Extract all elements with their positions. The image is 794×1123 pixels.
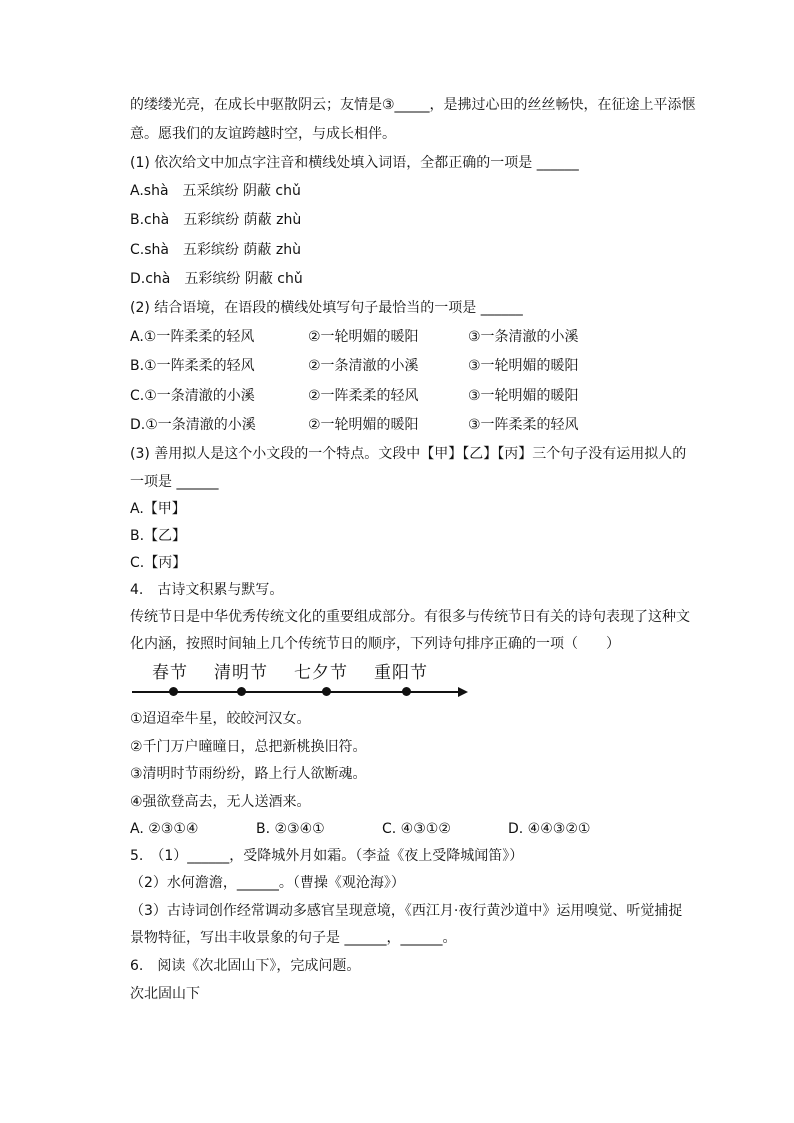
q2-d-col2: ②一轮明媚的暖阳 [308, 417, 419, 433]
q4-poem-line-4: ④强欲登高去，无人送酒来。 [130, 794, 311, 810]
q1-option-d: D.chà 五彩缤纷 阴蔽 chǔ [130, 271, 303, 287]
timeline-dot-qingming [237, 687, 246, 696]
q4-heading: 4. 古诗文积累与默写。 [130, 582, 284, 598]
q2-stem: (2) 结合语境，在语段的横线处填写句子最恰当的一项是 ______ [130, 300, 523, 316]
intro-line-1: 的缕缕光亮，在成长中驱散阴云；友情是③_____，是拂过心田的丝丝畅快，在征途上平添惬 [130, 97, 696, 113]
q3-option-a: A.【甲】 [130, 501, 186, 517]
q5-line-3: （3）古诗词创作经常调动多感官呈现意境，《西江月·夜行黄沙道中》运用嗅觉、听觉捕捉 [130, 903, 683, 919]
q2-d-col3: ③一阵柔柔的轻风 [468, 417, 579, 433]
timeline-label-qixi: 七夕节 [294, 663, 348, 683]
timeline-dot-chongyang [402, 687, 411, 696]
q5-line-4: 景物特征，写出丰收景象的句子是 ______，______。 [130, 930, 457, 946]
q3-option-b: B.【乙】 [130, 528, 187, 544]
q6-heading: 6. 阅读《次北固山下》，完成问题。 [130, 958, 361, 974]
q5-line-2: （2）水何澹澹，______。（曹操《观沧海》） [130, 875, 405, 891]
q6-poem-title: 次北固山下 [130, 986, 200, 1002]
q3-stem-line-2: 一项是 ______ [130, 474, 219, 490]
q2-c-col1: C.①一条清澈的小溪 [130, 388, 255, 404]
q2-b-col3: ③一轮明媚的暖阳 [468, 358, 579, 374]
q2-a-col2: ②一轮明媚的暖阳 [308, 329, 419, 345]
timeline-axis [132, 691, 462, 693]
q2-c-col3: ③一轮明媚的暖阳 [468, 388, 579, 404]
q4-option-c: C. ④③①② [382, 821, 451, 837]
q5-line-1: 5. （1）______，受降城外月如霜。（李益《夜上受降城闻笛》） [130, 848, 524, 864]
q4-poem-line-1: ①迢迢牵牛星，皎皎河汉女。 [130, 711, 311, 727]
timeline-dot-qixi [322, 687, 331, 696]
q4-option-a: A. ②③①④ [130, 821, 199, 837]
q1-stem: (1) 依次给文中加点字注音和横线处填入词语，全都正确的一项是 ______ [130, 155, 579, 171]
timeline-label-chongyang: 重阳节 [374, 663, 428, 683]
intro-line-2: 意。愿我们的友谊跨越时空，与成长相伴。 [130, 126, 396, 142]
q3-option-c: C.【丙】 [130, 555, 187, 571]
q4-para-line-1: 传统节日是中华优秀传统文化的重要组成部分。有很多与传统节日有关的诗句表现了这种文 [130, 609, 690, 625]
q2-a-col1: A.①一阵柔柔的轻风 [130, 329, 255, 345]
q4-poem-line-3: ③清明时节雨纷纷，路上行人欲断魂。 [130, 766, 367, 782]
q1-option-b: B.chà 五彩缤纷 荫蔽 zhù [130, 212, 302, 228]
q2-b-col2: ②一条清澈的小溪 [308, 358, 419, 374]
q1-option-c: C.shà 五彩缤纷 荫蔽 zhù [130, 242, 301, 258]
timeline-dot-spring-festival [169, 687, 178, 696]
q4-para-line-2: 化内涵，按照时间轴上几个传统节日的顺序，下列诗句排序正确的一项（ ） [130, 636, 620, 652]
q2-a-col3: ③一条清澈的小溪 [468, 329, 579, 345]
q2-d-col1: D.①一条清澈的小溪 [130, 417, 256, 433]
festival-timeline [130, 656, 470, 698]
q1-option-a: A.shà 五采缤纷 阴蔽 chǔ [130, 183, 301, 199]
timeline-label-spring-festival: 春节 [152, 663, 188, 683]
q4-option-b: B. ②③④① [256, 821, 325, 837]
q2-b-col1: B.①一阵柔柔的轻风 [130, 358, 255, 374]
timeline-label-qingming: 清明节 [214, 663, 268, 683]
q2-c-col2: ②一阵柔柔的轻风 [308, 388, 419, 404]
q3-stem-line-1: (3) 善用拟人是这个小文段的一个特点。文段中【甲】【乙】【丙】三个句子没有运用拟人的 [130, 446, 687, 462]
timeline-arrow-icon [458, 687, 468, 697]
q4-poem-line-2: ②千门万户曈曈日，总把新桃换旧符。 [130, 739, 367, 755]
q4-option-d: D. ④④③②① [508, 821, 591, 837]
